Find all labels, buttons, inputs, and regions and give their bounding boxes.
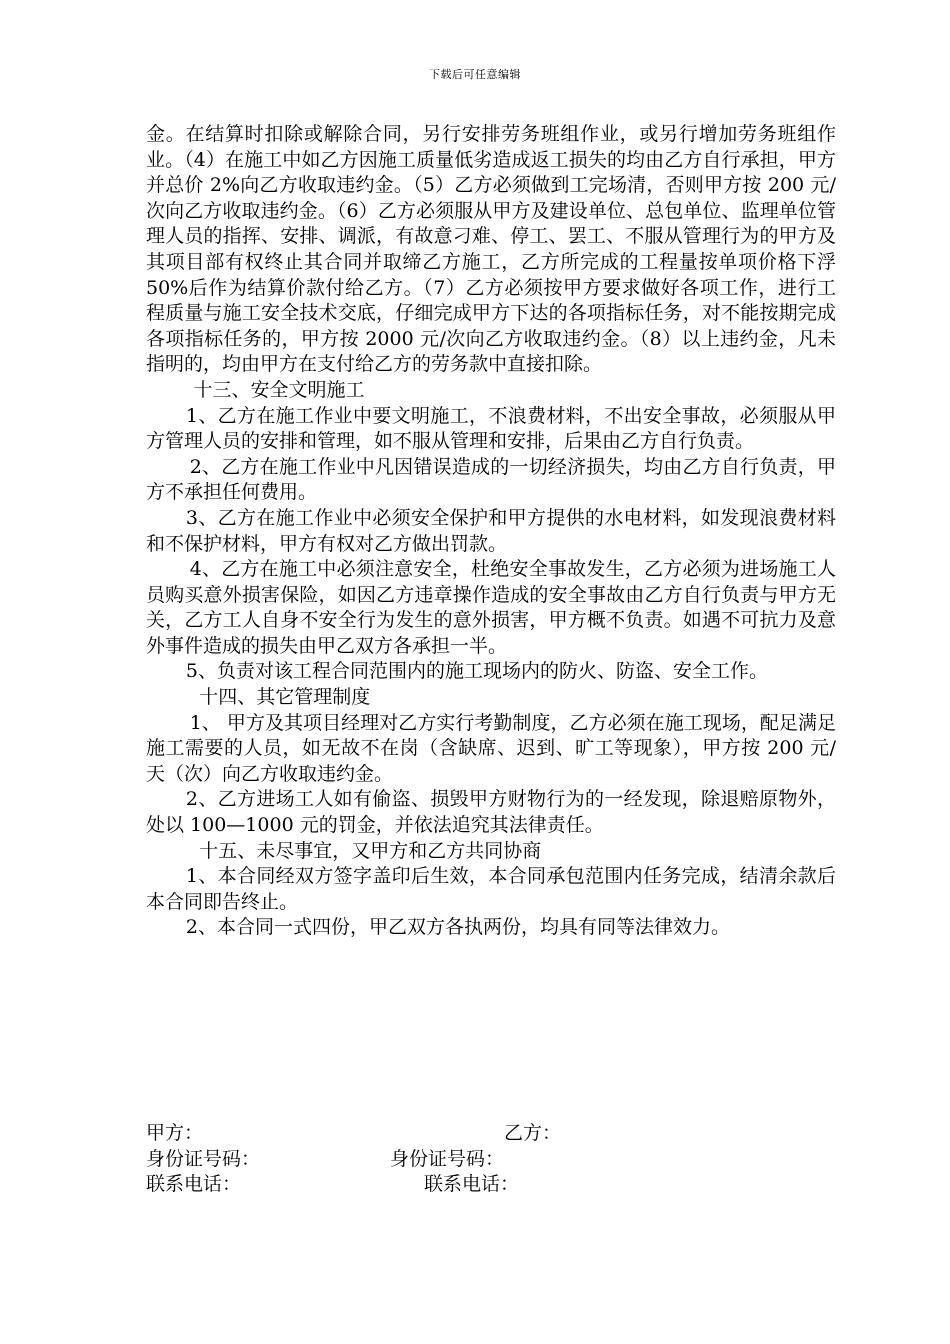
clause-13-5: 5、负责对该工程合同范围内的施工现场内的防火、防盗、安全工作。 xyxy=(185,660,768,683)
party-b-phone-label: 联系电话： xyxy=(424,1173,520,1195)
section-heading-13: 十三、安全文明施工 xyxy=(193,378,365,401)
clause-13-2: 2、乙方在施工作业中凡因错误造成的一切经济损失，均由乙方自行负责，甲方不承担任何费用。 xyxy=(146,455,836,504)
party-b-label: 乙方： xyxy=(504,1122,562,1144)
section-heading-14: 十四、其它管理制度 xyxy=(199,686,371,709)
clause-14-2: 2、乙方进场工人如有偷盗、损毁甲方财物行为的一经发现，除退赔原物外，处以 100—1000 元的罚金，并依法追究其法律责任。 xyxy=(146,788,836,837)
clause-15-2: 2、本合同一式四份，甲乙双方各执两份，均具有同等法律效力。 xyxy=(185,916,730,939)
clause-14-1: 1、 甲方及其项目经理对乙方实行考勤制度，乙方必须在施工现场，配足满足施工需要的人员，如无故不在岗（含缺席、迟到、旷工等现象），甲方按 200 元/天（次）向乙方收取违约金。 xyxy=(146,711,836,785)
clause-13-1: 1、乙方在施工作业中要文明施工，不浪费材料，不出安全事故，必须服从甲方管理人员的安排和管理，如不服从管理和安排，后果由乙方自行负责。 xyxy=(146,404,836,453)
section-heading-15: 十五、未尽事宜，又甲方和乙方共同协商 xyxy=(199,839,542,862)
party-a-label: 甲方： xyxy=(146,1122,204,1144)
clause-15-1: 1、本合同经双方签字盖印后生效，本合同承包范围内任务完成，结清余款后本合同即告终止。 xyxy=(146,865,836,913)
clause-13-4: 4、乙方在施工中必须注意安全，杜绝安全事故发生，乙方必须为进场施工人员购买意外损害保险，如因乙方违章操作造成的安全事故由乙方自行负责与甲方无关，乙方工人自身不安全行为发生的意外损害，甲方概不负责。如遇不可抗力及意外事件造成的损失由甲乙双方各承担一半。 xyxy=(146,558,836,657)
contract-body xyxy=(146,122,836,941)
party-a-id-label: 身份证号码： xyxy=(146,1148,261,1170)
party-a-phone-label: 联系电话： xyxy=(146,1173,242,1195)
page-header: 下载后可任意编辑 xyxy=(429,68,521,81)
clause-13-3: 3、乙方在施工作业中必须安全保护和甲方提供的水电材料，如发现浪费材料和不保护材料，甲方有权对乙方做出罚款。 xyxy=(146,506,836,555)
party-b-id-label: 身份证号码： xyxy=(390,1148,505,1170)
paragraph-penalties: 金。在结算时扣除或解除合同，另行安排劳务班组作业，或另行增加劳务班组作业。（4）在施工中如乙方因施工质量低劣造成返工损失的均由乙方自行承担，甲方并总价 2%向乙方收取违约金。（5）乙方必须做到工完场清，否则甲方按 200 元/次向乙方收取违约金。（6）乙方必须服从甲方及建设单位、总包单位、监理单位管理人员的指挥、安排、调派，有故意刁难、停工、罢工、不服从管理行为的甲方及其项目部有权终止其合同并取缔乙方施工，乙方所完成的工程量按单项价格下浮 50%后作为结算价款付给乙方。（7）乙方必须按甲方要求做好各项工作，进行工程质量与施工安全技术交底，仔细完成甲方下达的各项指标任务，对不能按期完成各项指标任务的，甲方按 2000 元/次向乙方收取违约金。（8）以上违约金，凡未指明的，均由甲方在支付给乙方的劳务款中直接扣除。 xyxy=(146,123,836,376)
